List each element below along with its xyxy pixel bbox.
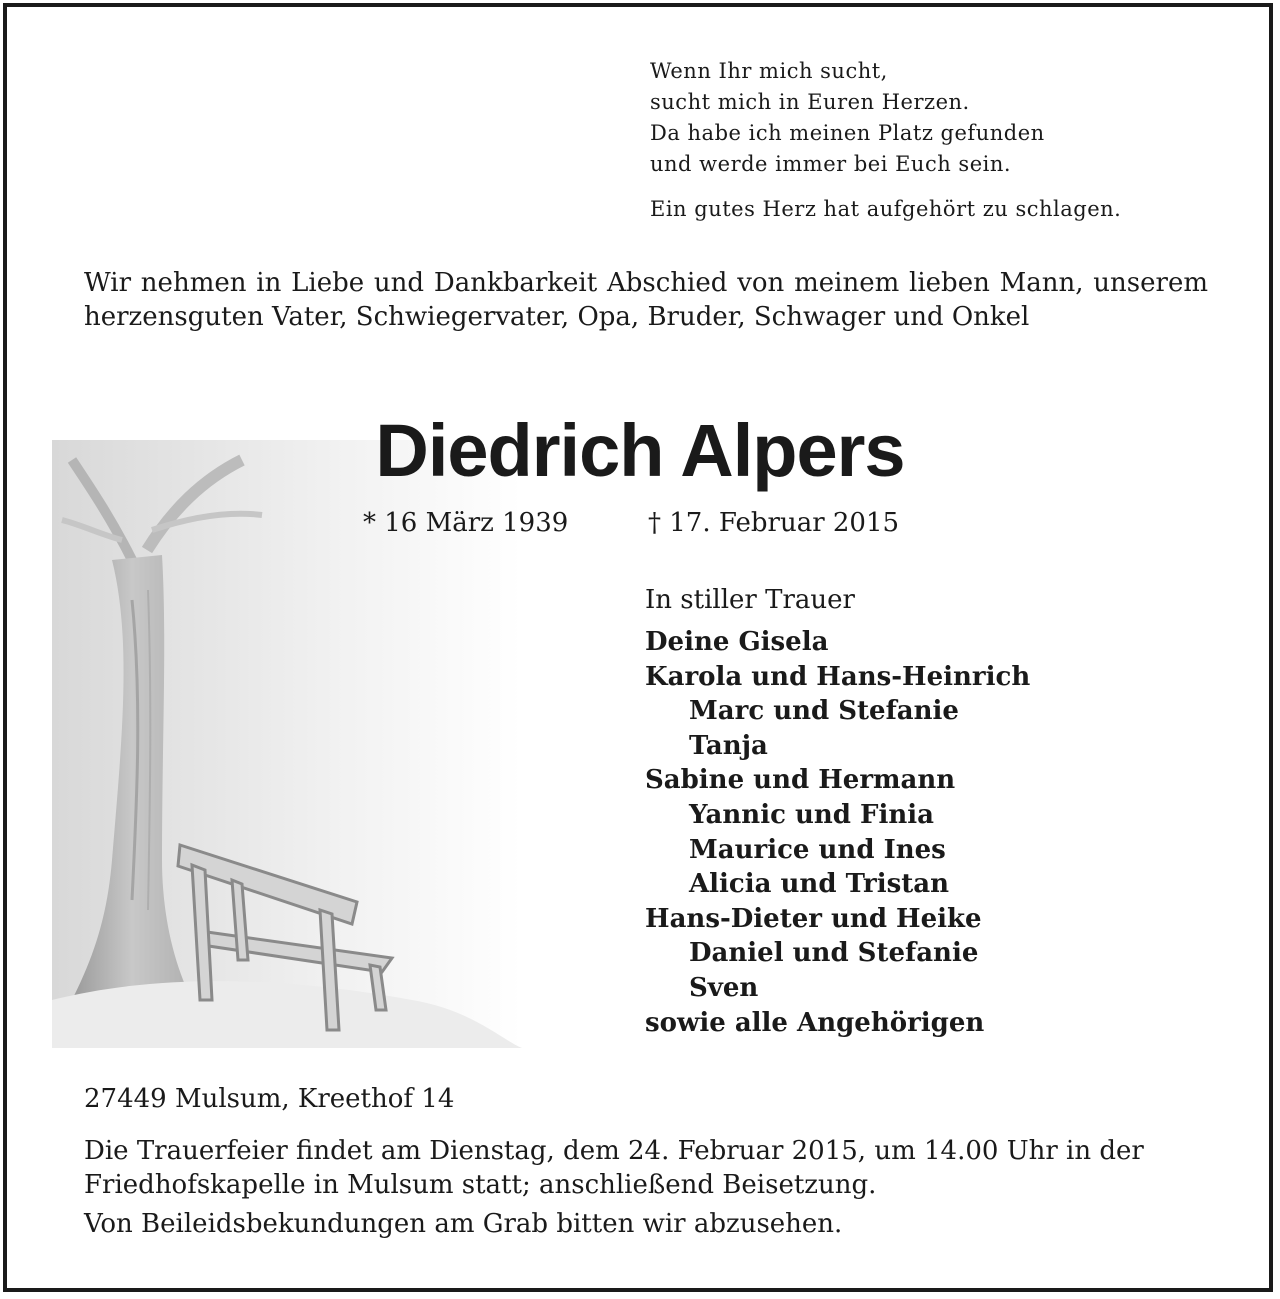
mourner-name: Hans-Dieter und Heike [645,903,982,934]
mourner-name: Deine Gisela [645,627,829,657]
intro-text: Wir nehmen in Liebe und Dankbarkeit Abschied von meinem lieben Mann, unserem herzensguten Vater, Schwiegervater, Opa, Bruder, Schwager und Onkel [84,268,1208,332]
mourner-name: Alicia und Tristan [689,869,949,900]
condolence-note: Von Beileidsbekundungen am Grab bitten wir abzusehen. [84,1209,843,1239]
poem-line: Da habe ich meinen Platz gefunden [650,121,1045,145]
poem-line: und werde immer bei Euch sein. [650,152,1012,176]
poem [650,56,1121,225]
address: 27449 Mulsum, Kreethof 14 [84,1084,455,1114]
deceased-name: Diedrich Alpers [375,409,905,492]
mourner-name: sowie alle Angehörigen [645,1007,985,1038]
mourner-name: Tanja [689,730,768,761]
poem-closing: Ein gutes Herz hat aufgehört zu schlagen. [650,197,1122,221]
mourner-name: Sven [689,972,759,1003]
ceremony-info: Die Trauerfeier findet am Dienstag, dem 24. Februar 2015, um 14.00 Uhr in der Friedhofskapelle in Mulsum statt; anschließend Beisetzung. [84,1136,1144,1200]
poem-line: sucht mich in Euren Herzen. [650,90,970,114]
mourner-name: Yannic und Finia [689,799,934,830]
mourning-heading: In stiller Trauer [645,585,855,615]
birth-date: * 16 März 1939 [363,508,569,538]
death-date: † 17. Februar 2015 [648,508,900,538]
mourner-name: Marc und Stefanie [689,696,959,727]
poem-line: Wenn Ihr mich sucht, [650,59,888,83]
mourner-name: Karola und Hans-Heinrich [645,661,1031,692]
mourner-name: Maurice und Ines [689,834,946,865]
mourner-name: Sabine und Hermann [645,765,956,796]
mourner-name: Daniel und Stefanie [689,938,979,969]
mourners-list [645,625,1030,1040]
